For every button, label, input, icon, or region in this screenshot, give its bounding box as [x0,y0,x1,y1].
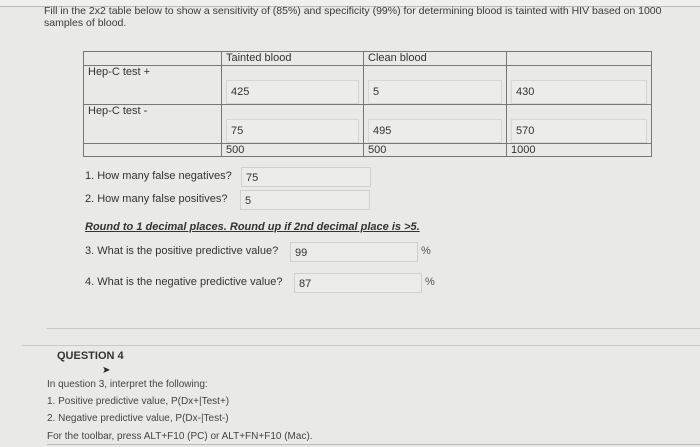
divider [22,345,700,346]
total-label [84,144,222,157]
rounding-note: Round to 1 decimal places. Round up if 2nd decimal place is >5. [85,221,420,233]
cell-input[interactable]: 495 [368,119,502,143]
percent-label: % [425,276,435,288]
total-tainted: 500 [222,144,364,157]
question-4-line: 1. Positive predictive value, P(Dx+|Test+) [47,396,230,407]
header-clean: Clean blood [364,52,507,66]
cell-input[interactable]: 430 [511,80,647,104]
question-prompt: Fill in the 2x2 table below to show a sensitivity of (85%) and specificity (99%) for determining blood is tainted with HIV based on 1000 samples of blood. [44,5,662,29]
mouse-cursor-icon: ➤ [102,365,111,376]
header-total [507,52,652,66]
question-4-line: 2. Negative predictive value, P(Dx-|Test-) [47,413,229,424]
false-positives-input[interactable]: 5 [240,190,370,210]
question-label: 4. What is the negative predictive value? [85,276,283,288]
question-4-line: In question 3, interpret the following: [47,379,208,390]
npv-input[interactable]: 87 [294,273,422,293]
question-label: 1. How many false negatives? [85,170,232,182]
question-label: 2. How many false positives? [85,193,228,205]
question-label: 3. What is the positive predictive value? [85,245,279,257]
cell-input[interactable]: 5 [368,80,502,104]
question-4-title: QUESTION 4 [57,350,124,362]
toolbar-hint: For the toolbar, press ALT+F10 (PC) or ALT+FN+F10 (Mac). [47,431,313,442]
cell-input[interactable]: 570 [511,119,647,143]
percent-label: % [421,245,431,257]
header-empty [84,52,222,66]
total-all: 1000 [507,144,652,157]
cell-input[interactable]: 75 [226,119,359,143]
cell-input[interactable]: 425 [226,80,359,104]
ppv-input[interactable]: 99 [290,242,418,262]
row-label-negative: Hep-C test - [84,105,222,144]
header-tainted: Tainted blood [222,52,364,66]
two-by-two-table [83,51,652,157]
false-negatives-input[interactable]: 75 [241,167,371,187]
divider [47,328,700,329]
total-clean: 500 [364,144,507,157]
row-label-positive: Hep-C test + [84,66,222,105]
